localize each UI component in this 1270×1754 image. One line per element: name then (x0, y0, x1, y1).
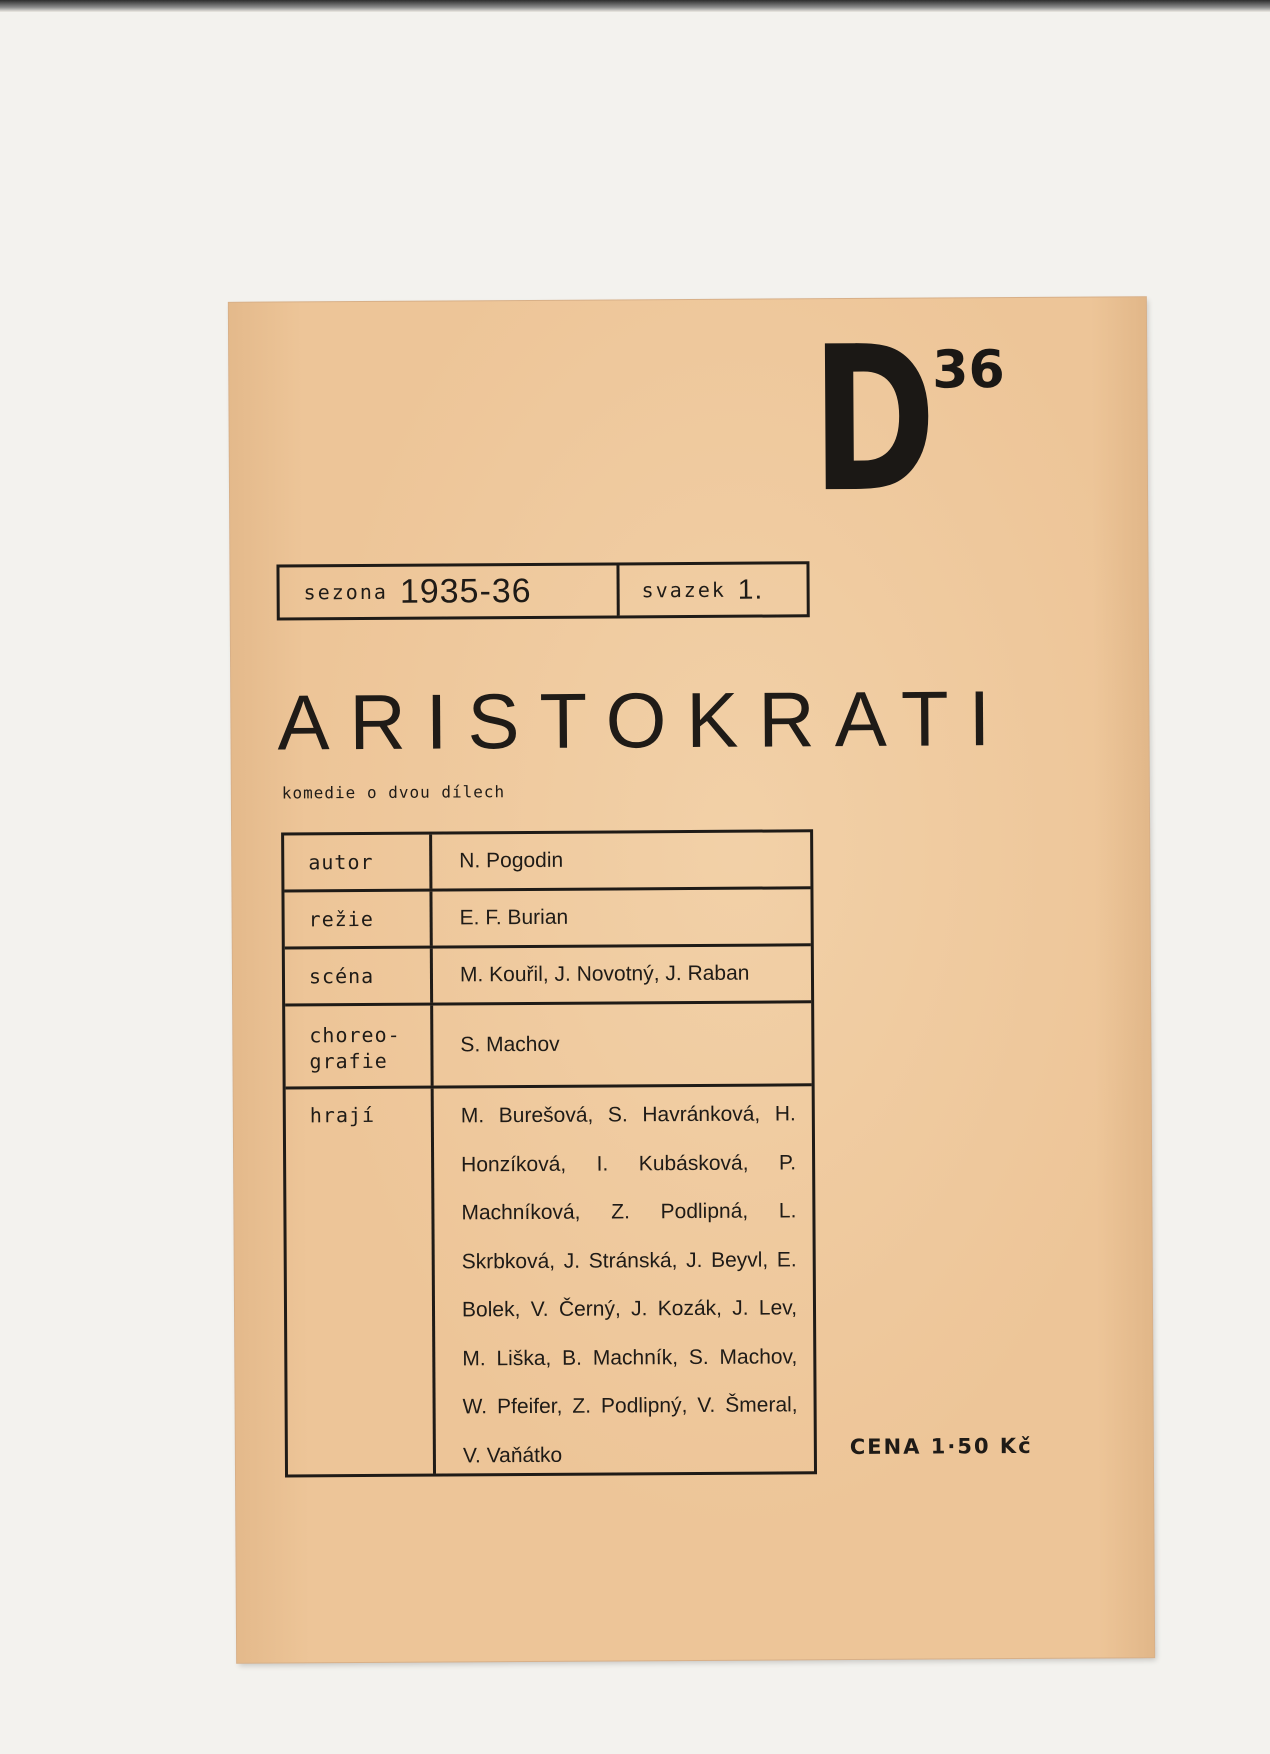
season-cell (279, 565, 619, 617)
credits-value: S. Machov (460, 1032, 560, 1057)
credits-value: M. Kouřil, J. Novotný, J. Raban (459, 961, 750, 987)
d36-logo (810, 303, 1012, 538)
cast-list: M. Burešová, S. Havránková, H. Honzíková, I. Kubásková, P. Machníková, Z. Podlipná, L. Skrbková, J. Stránská, J. Beyvl, E. Bolek, V. Černý, J. Kozák, J. Lev, M. Liška, B. Machník, S. Machov, W. Pfeifer, Z. Podlipný, V. Šmeral, V. Vaňátko (460, 1102, 798, 1467)
logo-number: 36 (932, 340, 1005, 401)
credits-label: hrají (286, 1089, 436, 1475)
credits-row-cast (286, 1086, 814, 1474)
season-box (276, 561, 809, 620)
logo-letter: D (810, 303, 937, 538)
credits-table (281, 829, 817, 1477)
credits-row-choreography (285, 1003, 811, 1089)
volume-cell (619, 564, 806, 615)
credits-row-author (284, 832, 810, 892)
credits-value: N. Pogodin (459, 848, 564, 873)
play-subtitle: komedie o dvou dílech (281, 782, 506, 803)
credits-value: E. F. Burian (459, 905, 569, 930)
booklet-cover (229, 297, 1154, 1663)
volume-label: svazek (641, 577, 726, 603)
season-label: sezona (303, 579, 388, 605)
price-label: CENA 1·50 Kč (849, 1433, 1033, 1460)
season-value: 1935-36 (399, 571, 532, 611)
credits-label: autor (284, 835, 432, 890)
credits-label (285, 1006, 433, 1087)
choreo-label-line1: choreo- (309, 1022, 401, 1048)
scan-edge-shadow (0, 0, 1270, 12)
choreo-label-line2: grafie (309, 1048, 388, 1074)
play-title: ARISTOKRATI (277, 674, 1011, 767)
volume-value: 1. (737, 573, 764, 605)
credits-row-director (284, 889, 810, 949)
credits-row-scene (285, 946, 811, 1006)
credits-label: režie (284, 892, 432, 947)
credits-label: scéna (285, 949, 433, 1004)
